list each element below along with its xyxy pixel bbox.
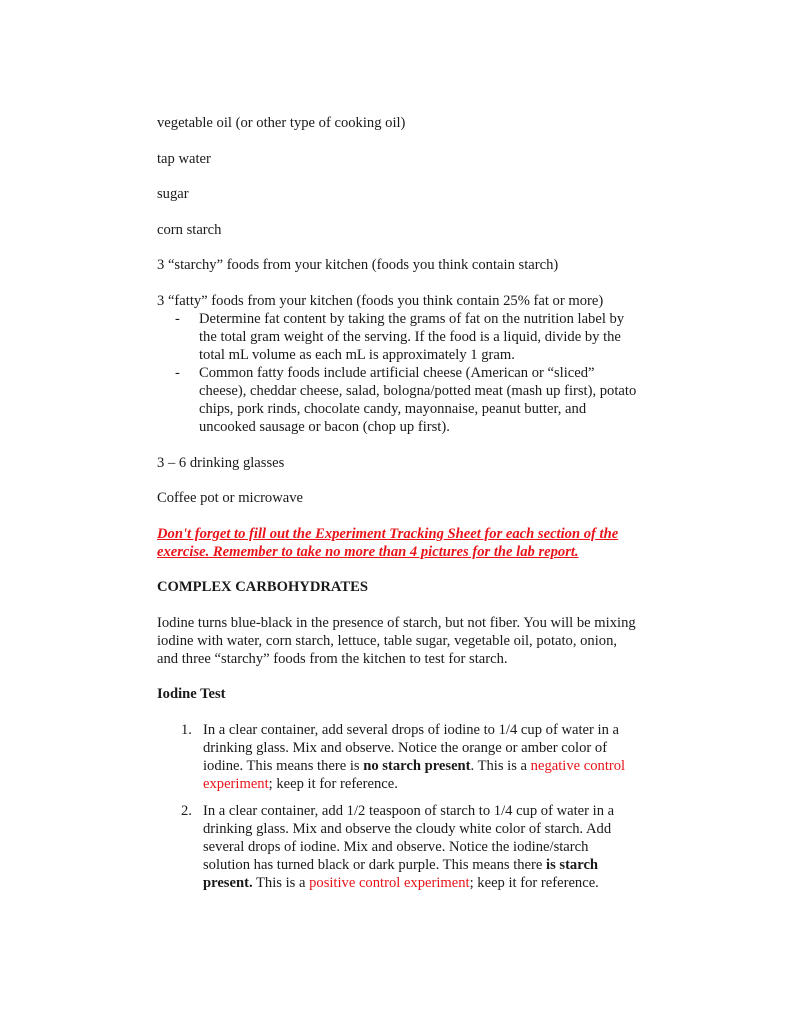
fatty-notes-list [157,310,637,436]
list-item: - Common fatty foods include artificial cheese (American or “sliced” cheese), cheddar cheese, salad, bologna/potted meat (mash up first), potato chips, pork rinds, chocolate candy, mayonnaise, peanut butter, and uncooked sausage or bacon (chop up first). [175,365,637,435]
list-item: 1. In a clear container, add several drops of iodine to 1/4 cup of water in a drinking glass. Mix and observe. Notice the orange or amber color of iodine. This means there is no starch present. This is a negative control experiment; keep it for reference. [181,721,626,792]
steps-list [157,721,637,892]
material-item: tap water [157,150,211,167]
step-number: 2. [181,802,192,819]
material-item: sugar [157,186,189,202]
material-item: 3 “fatty” foods from your kitchen (foods you think contain 25% fat or more) [157,292,604,309]
bold-phrase: is starch present. [203,856,599,891]
list-item: 2. In a clear container, add 1/2 teaspoon of starch to 1/4 cup of water in a drinking glass. Mix and observe the cloudy white color of starch. Add several drops of iodine. Mix and observe. Notice the iodine/starch solution has turned black or dark purple. This means there is starch present. This is a positive control experiment; keep it for reference. [181,802,615,891]
material-item: Coffee pot or microwave [157,490,304,506]
material-item: 3 – 6 drinking glasses [157,454,285,471]
section-heading: COMPLEX CARBOHYDRATES [157,579,368,595]
subheading: Iodine Test [157,686,226,702]
material-item: 3 “starchy” foods from your kitchen (foods you think contain starch) [157,257,559,273]
note-text: Common fatty foods include artificial cheese (American or “sliced” cheese), cheddar cheese, salad, bologna/potted meat (mash up first), potato chips, pork rinds, chocolate candy, mayonnaise, peanut butter, and uncooked sausage or bacon (chop up first). [199,365,637,435]
material-item: vegetable oil (or other type of cooking oil) [157,115,406,131]
control-label: negative control experiment [203,757,626,792]
note-text: Determine fat content by taking the grams of fat on the nutrition label by the total gram weight of the serving. If the food is a liquid, divide by the total mL volume as each mL is approximately 1 gram. [199,311,625,363]
bold-phrase: no starch present [363,757,471,774]
material-item: corn starch [157,221,222,238]
intro-paragraph: Iodine turns blue-black in the presence of starch, but not fiber. You will be mixing iodine with water, corn starch, lettuce, table sugar, vegetable oil, potato, onion, and three “starchy” foods from the kitchen to test for starch. [157,614,636,667]
list-item: - Determine fat content by taking the grams of fat on the nutrition label by the total gram weight of the serving. If the food is a liquid, divide by the total mL volume as each mL is approximately 1 gram. [175,311,625,363]
step-number: 1. [181,721,192,738]
document-page [157,114,637,901]
control-label: positive control experiment [309,874,470,891]
tracking-sheet-warning: Don't forget to fill out the Experiment Tracking Sheet for each section of the exercise. Remember to take no more than 4 pictures for the lab report. [157,525,619,560]
